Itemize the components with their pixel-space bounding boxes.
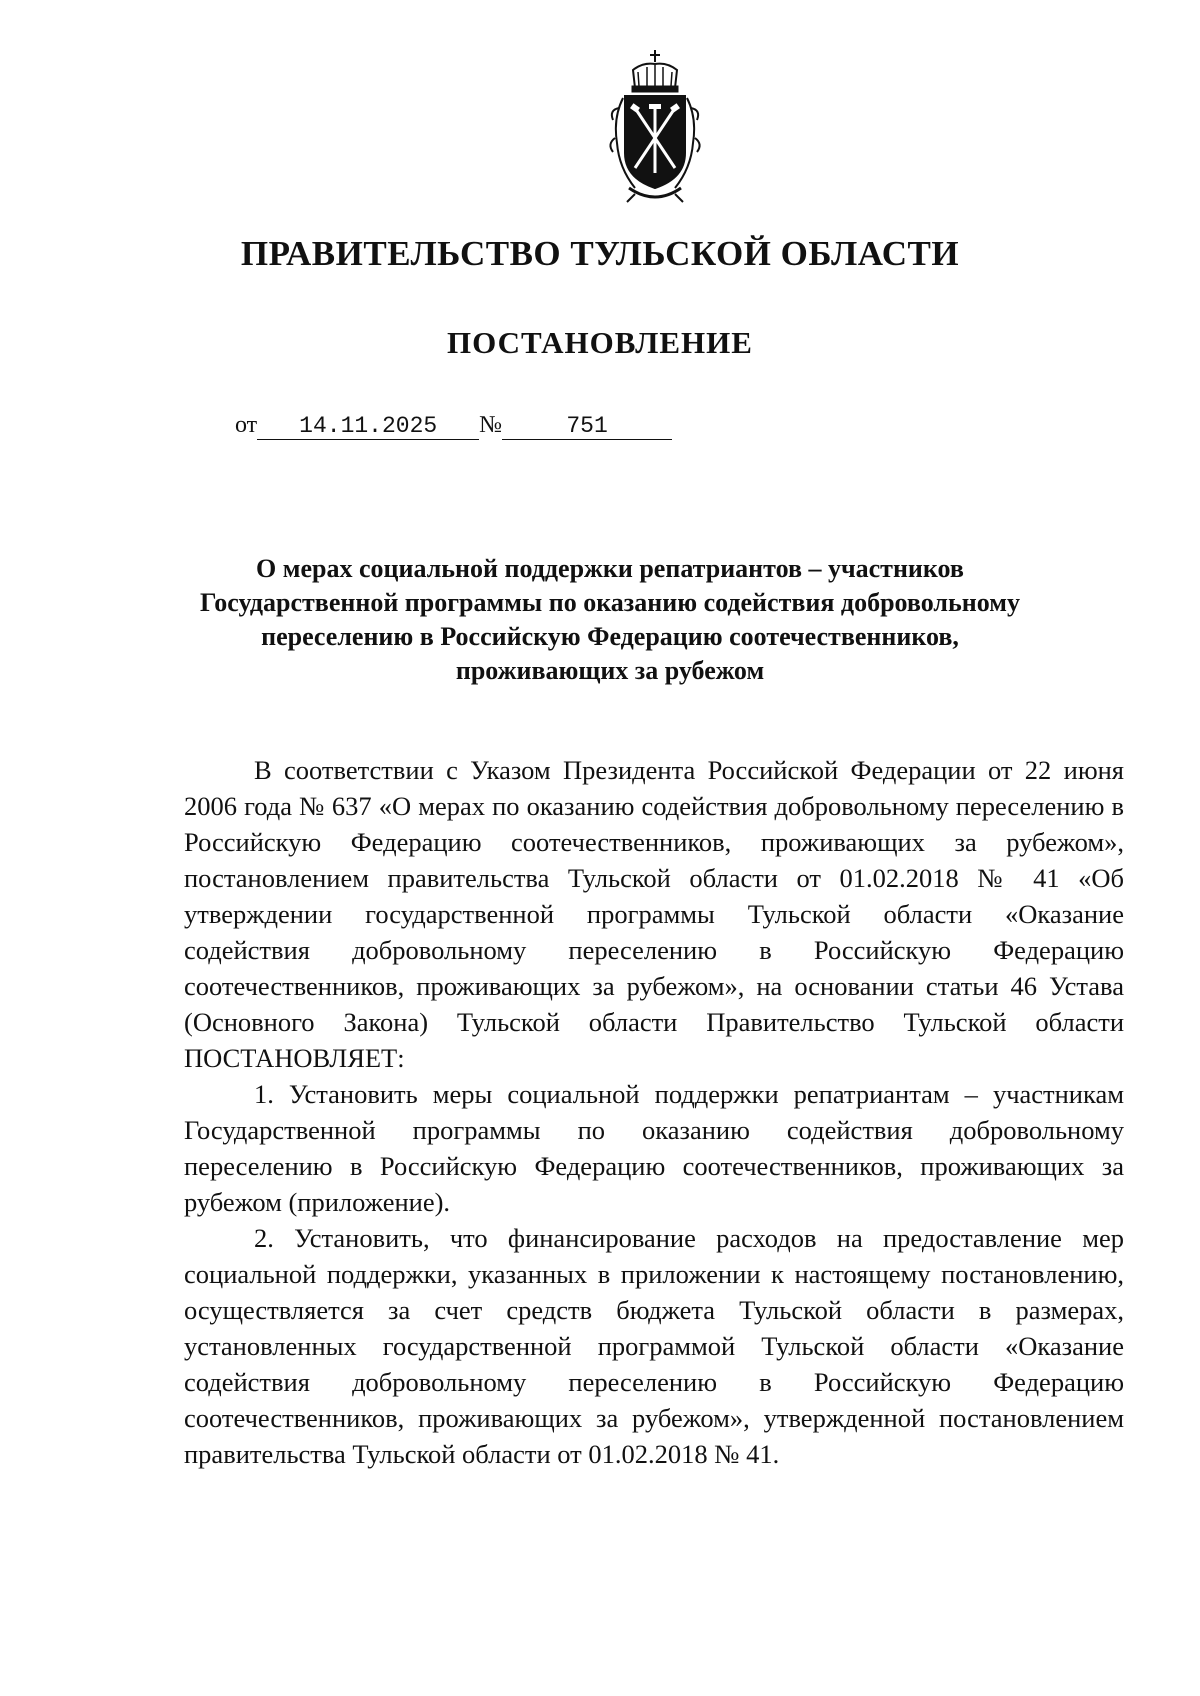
document-body xyxy=(184,752,1124,1472)
document-type-title: ПОСТАНОВЛЕНИЕ xyxy=(447,325,753,360)
tula-coat-of-arms-icon xyxy=(605,48,705,206)
subject-line: О мерах социальной поддержки репатриантов – участников xyxy=(256,554,964,583)
subject-line: переселению в Российскую Федерацию соотечественников, xyxy=(261,622,959,651)
subject-line: Государственной программы по оказанию содействия добровольному xyxy=(200,588,1020,617)
document-date: 14.11.2025 xyxy=(257,413,479,440)
date-label: от xyxy=(235,412,258,438)
document-meta xyxy=(235,412,672,440)
item-1-paragraph: 1. Установить меры социальной поддержки репатриантам – участникам Государственной программы по оказанию содействия добровольному переселению в Российскую Федерацию соотечественников, проживающих за рубежом (приложение). xyxy=(184,1079,1124,1217)
item-2-paragraph: 2. Установить, что финансирование расходов на предоставление мер социальной поддержки, указанных в приложении к настоящему постановлению, осуществляется за счет средств бюджета Тульской области в размерах, установленных государственной программой Тульской области «Оказание содействия добровольному переселению в Российскую Федерацию соотечественников, проживающих за рубежом», утвержденной постановлением правительства Тульской области от 01.02.2018 № 41. xyxy=(184,1223,1124,1469)
document-subject xyxy=(170,552,1050,688)
document-number: 751 xyxy=(502,413,672,440)
preamble-paragraph: В соответствии с Указом Президента Российской Федерации от 22 июня 2006 года № 637 «О мерах по оказанию содействия добровольному переселению в Российскую Федерацию соотечественников, проживающих за рубежом», постановлением правительства Тульской области от 01.02.2018 № 41 «Об утверждении государственной программы Тульской области «Оказание содействия добровольному переселению в Российскую Федерацию соотечественников, проживающих за рубежом», на основании статьи 46 Устава (Основного Закона) Тульской области Правительство Тульской области ПОСТАНОВЛЯЕТ: xyxy=(184,755,1124,1073)
subject-line: проживающих за рубежом xyxy=(455,656,765,685)
government-title: ПРАВИТЕЛЬСТВО ТУЛЬСКОЙ ОБЛАСТИ xyxy=(240,234,960,273)
number-label: № xyxy=(479,412,503,438)
